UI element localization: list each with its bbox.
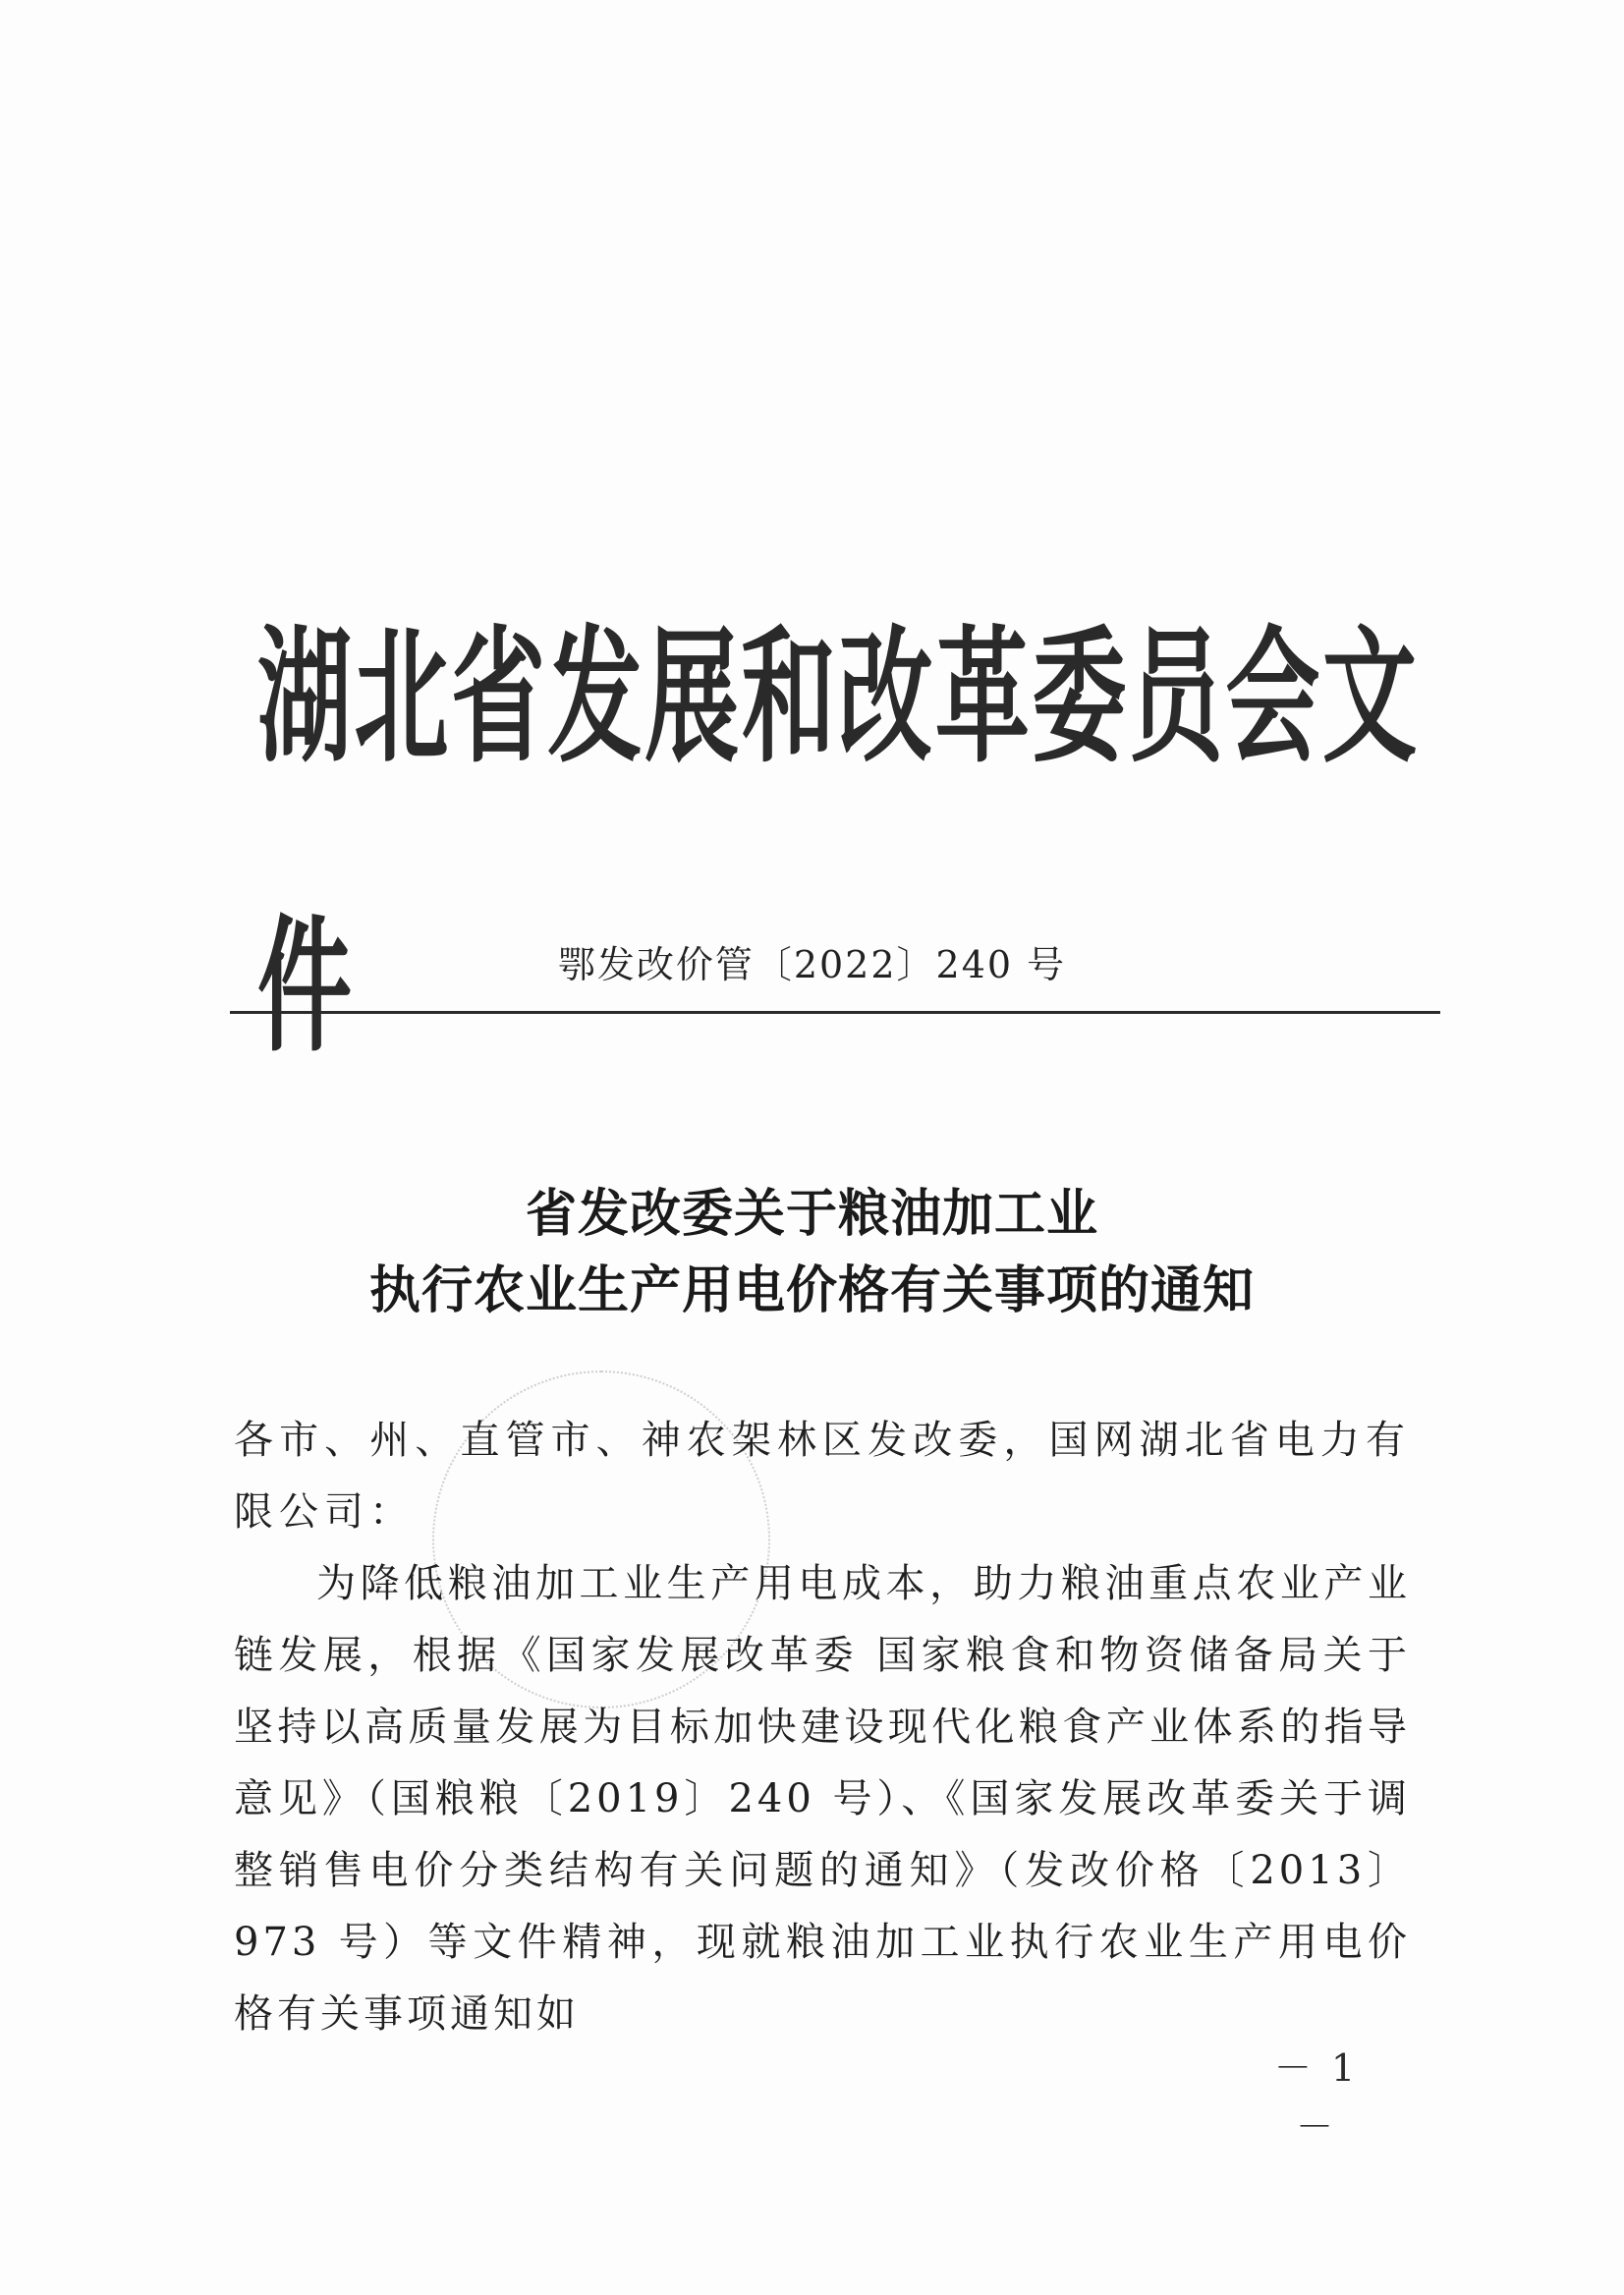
document-title-line-1: 省发改委关于粮油加工业 [525, 1184, 1098, 1244]
addressee: 各市、州、直管市、神农架林区发改委，国网湖北省电力有限公司： [234, 1418, 1411, 1535]
document-title-line-2: 执行农业生产用电价格有关事项的通知 [368, 1260, 1255, 1320]
issuer-masthead: 湖北省发展和改革委员会文件 [257, 612, 1417, 1073]
header-separator-line [230, 1011, 1440, 1014]
body-paragraph: 为降低粮油加工业生产用电成本，助力粮油重点农业产业链发展，根据《国家发展改革委 国家粮食和物资储备局关于坚持以高质量发展为目标加快建设现代化粮食产业体系的指导意见》（国粮粮〔2019〕240 号）、《国家发展改革委关于调整销售电价分类结构有关问题的通知》（发改价格〔2013〕973 号）等文件精神，现就粮油加工业执行农业生产用电价格有关事项通知如 [234, 1561, 1411, 2037]
document-number: 鄂发改价管〔2022〕240 号 [557, 943, 1067, 986]
page-number: － 1 － [1273, 2046, 1360, 2149]
document-body [234, 1405, 1411, 2050]
